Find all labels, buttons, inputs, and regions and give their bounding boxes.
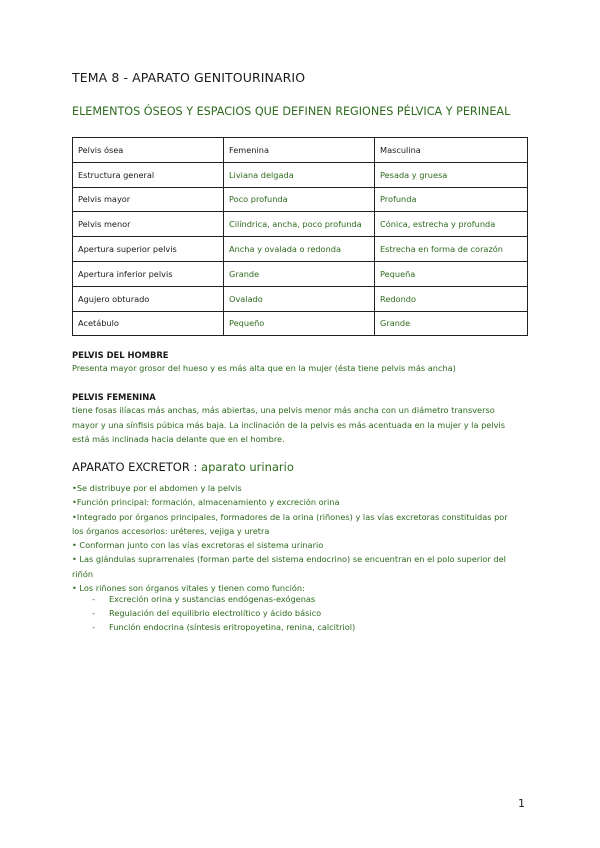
table-row xyxy=(73,286,528,311)
pelvis-comparison-table xyxy=(72,137,528,336)
table-header-cell: Masculina xyxy=(375,138,528,163)
table-row xyxy=(73,162,528,187)
dash-marker: - xyxy=(92,622,95,632)
sub-list-item-text: Función endocrina (síntesis eritropoyetina, renina, calcitriol) xyxy=(109,622,356,632)
list-item: • Las glándulas suprarrenales (forman parte del sistema endocrino) se encuentran en el polo superior del xyxy=(72,554,506,565)
table-cell: Estructura general xyxy=(73,162,224,187)
table-cell: Grande xyxy=(375,311,528,336)
table-cell: Pelvis menor xyxy=(73,212,224,237)
sub-list-item-text: Excreción orina y sustancias endógenas-exógenas xyxy=(109,594,316,604)
list-item: • Conforman junto con las vías excretoras el sistema urinario xyxy=(72,540,324,551)
table-cell: Acetábulo xyxy=(73,311,224,336)
table-cell: Apertura superior pelvis xyxy=(73,237,224,262)
table-cell: Pelvis mayor xyxy=(73,187,224,212)
dash-marker: - xyxy=(92,594,95,604)
table-cell: Poco profunda xyxy=(224,187,375,212)
excretor-sub-list xyxy=(92,592,355,634)
table-header-cell: Pelvis ósea xyxy=(73,138,224,163)
table-row xyxy=(73,237,528,262)
sub-list-item-text: Regulación del equilibrio electrolítico y ácido básico xyxy=(109,608,322,618)
table-cell: Profunda xyxy=(375,187,528,212)
table-cell: Redondo xyxy=(375,286,528,311)
section-subtitle: ELEMENTOS ÓSEOS Y ESPACIOS QUE DEFINEN REGIONES PÉLVICA Y PERINEAL xyxy=(72,105,511,118)
table-cell: Ovalado xyxy=(224,286,375,311)
table-row xyxy=(73,311,528,336)
sub-list-item xyxy=(92,606,355,620)
excretor-bullet-list xyxy=(72,481,532,595)
page-title: TEMA 8 - APARATO GENITOURINARIO xyxy=(72,70,306,85)
table-cell: Pesada y gruesa xyxy=(375,162,528,187)
table-cell: Cilíndrica, ancha, poco profunda xyxy=(224,212,375,237)
sub-list-item xyxy=(92,592,355,606)
table-cell: Grande xyxy=(224,261,375,286)
pelvis-femenina-line: está más inclinada hacia delante que en el hombre. xyxy=(72,434,285,444)
table-cell: Apertura inferior pelvis xyxy=(73,261,224,286)
table-row xyxy=(73,187,528,212)
pelvis-hombre-heading: PELVIS DEL HOMBRE xyxy=(72,350,169,360)
pelvis-femenina-line: mayor y una sínfisis púbica más baja. La inclinación de la pelvis es más acentuada en la mujer y la pelvis xyxy=(72,420,505,430)
list-item: • Los riñones son órganos vitales y tienen como función: xyxy=(72,583,305,594)
excretor-heading-sub: aparato urinario xyxy=(201,460,294,474)
table-cell: Estrecha en forma de corazón xyxy=(375,237,528,262)
table-cell: Ancha y ovalada o redonda xyxy=(224,237,375,262)
table-cell: Pequeño xyxy=(224,311,375,336)
table-header-cell: Femenina xyxy=(224,138,375,163)
table-cell: Pequeña xyxy=(375,261,528,286)
table-row xyxy=(73,261,528,286)
excretor-heading-main: APARATO EXCRETOR : xyxy=(72,460,202,474)
list-item: •Integrado por órganos principales, formadores de la orina (riñones) y las vías excretoras constituidas por xyxy=(72,511,508,522)
table-cell: Agujero obturado xyxy=(73,286,224,311)
list-item: riñón xyxy=(72,568,94,579)
pelvis-femenina-heading: PELVIS FEMENINA xyxy=(72,392,156,402)
table-cell: Cónica, estrecha y profunda xyxy=(375,212,528,237)
pelvis-femenina-line: tiene fosas ilíacas más anchas, más abiertas, una pelvis menor más ancha con un diámetro transverso xyxy=(72,405,495,415)
table-cell: Liviana delgada xyxy=(224,162,375,187)
sub-list-item xyxy=(92,620,355,634)
list-item: los órganos accesorios: uréteres, vejiga y uretra xyxy=(72,525,270,536)
table-header-row xyxy=(73,138,528,163)
list-item: •Función principal: formación, almacenamiento y excreción orina xyxy=(72,497,340,508)
dash-marker: - xyxy=(92,608,95,618)
page-number: 1 xyxy=(518,797,525,810)
excretor-heading xyxy=(72,460,294,474)
list-item: •Se distribuye por el abdomen y la pelvis xyxy=(72,483,242,493)
table-row xyxy=(73,212,528,237)
pelvis-hombre-text: Presenta mayor grosor del hueso y es más alta que en la mujer (ésta tiene pelvis más ancha) xyxy=(72,363,456,373)
